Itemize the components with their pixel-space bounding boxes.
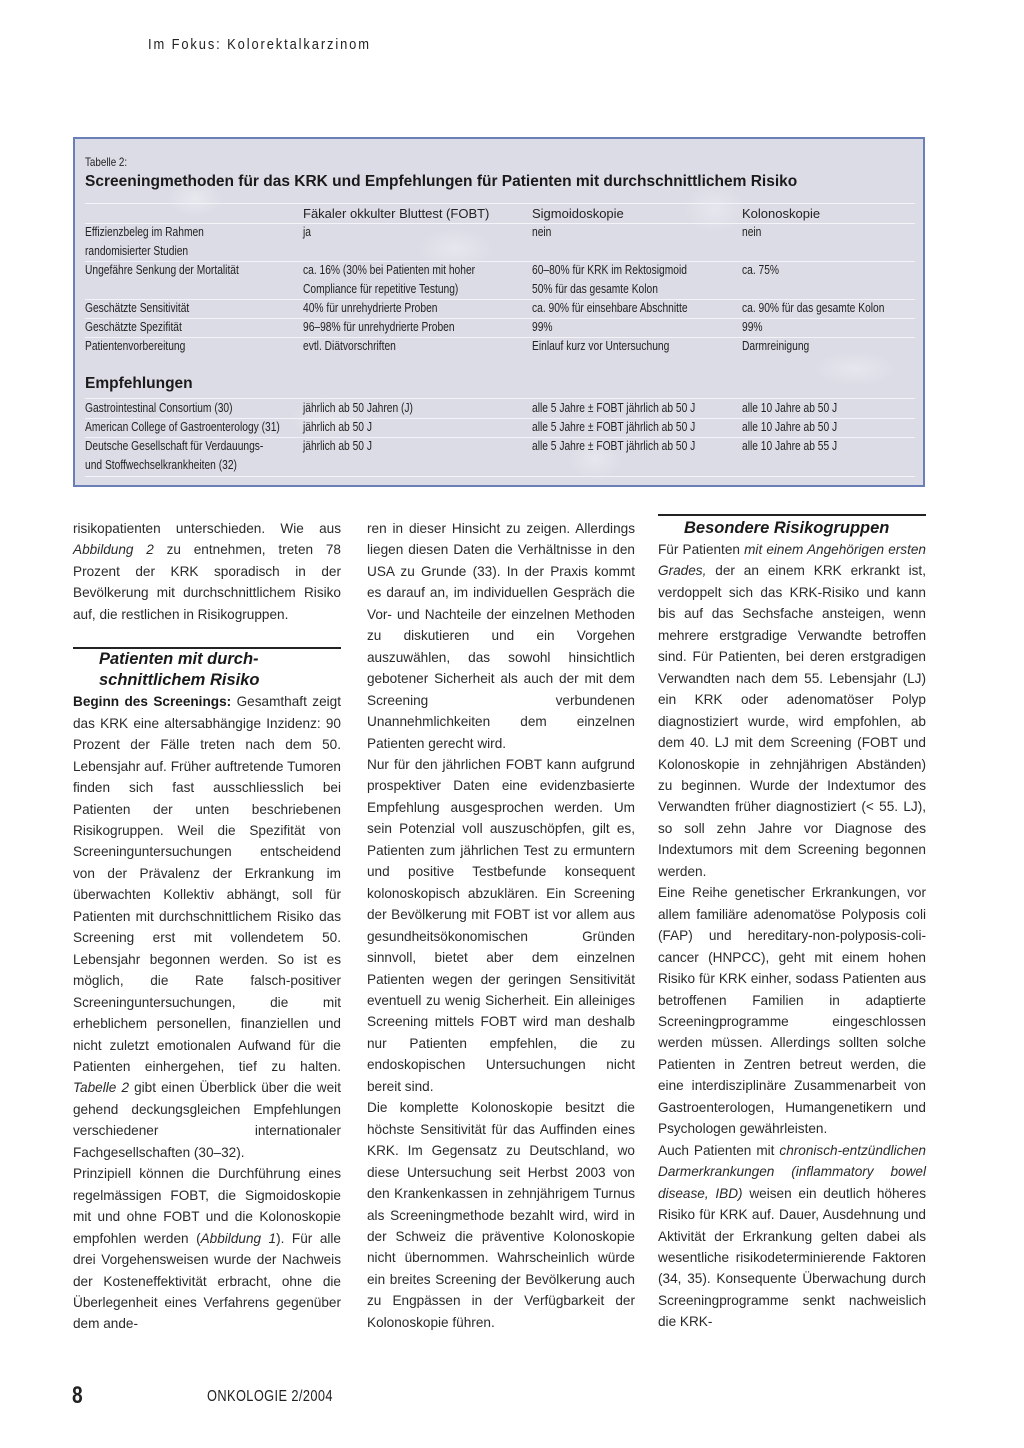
- paragraph: Eine Reihe genetischer Erkrankungen, vor allem familiäre adenomatöse Polyposis coli (FAP) und hereditary-non-polyposis-coli-cancer (HNPCC), geht mit einem hohen Risiko für KRK einher, sodass Patienten aus betroffenen Familien in adaptierte Screeningprogramme eingeschlossen werden müssen. Allerdings sollten solche Patienten in Zentren betreut werden, die eine interdisziplinäre Zusammenarbeit von Gastroenterologen, Humangenetikern und Psychologen gewährleisten.: [658, 885, 926, 1137]
- table-cell: jährlich ab 50 J: [303, 439, 372, 453]
- table-cell: jährlich ab 50 Jahren (J): [303, 401, 413, 415]
- paragraph: Die komplette Kolonoskopie besitzt die höchste Sensitivität für das Auffinden eines KRK. Im Gegensatz zu Deutschland, wo diese Untersuchung seit Herbst 2003 von den Krankenkassen in zehnjährigem Turnus als Screeningmethode bezahlt wird, wird in der Schweiz die präventive Kolonoskopie nicht übernommen. Wahrscheinlich würde ein breites Screening der Bevölkerung auch zu Engpässen in der Verfügbarkeit der Kolonoskopie führen.: [367, 1100, 635, 1330]
- table-cell: Darmreinigung: [742, 339, 810, 353]
- table-cell: ca. 90% für einsehbare Abschnitte: [532, 301, 688, 315]
- screening-table: [73, 137, 925, 487]
- row-label: Effizienzbeleg im Rahmen: [85, 225, 204, 239]
- table-cell: alle 5 Jahre ± FOBT jährlich ab 50 J: [532, 401, 696, 415]
- paragraph: Prinzipiell können die Durchführung eines regelmässigen FOBT, die Sigmoidoskopie mit und ohne FOBT und die Kolonoskopie empfohlen werden (Abbildung 1). Für alle drei Vorgehensweisen wurde der Nachweis der Kosteneffektivität erbracht, ohne die Überlegenheit eines Verfahrens gegenüber dem ande-: [73, 1166, 341, 1332]
- journal-name: ONKOLOGIE 2/2004: [207, 1388, 333, 1405]
- row-label: Gastrointestinal Consortium (30): [85, 401, 233, 415]
- table-cell: ja: [303, 225, 311, 239]
- table-cell: Einlauf kurz vor Untersuchung: [532, 339, 670, 353]
- row-label: Geschätzte Spezifität: [85, 320, 182, 334]
- paragraph: Für Patienten mit einem Angehörigen ersten Grades, der an einem KRK erkrankt ist, verdoppelt sich das KRK-Risiko und kann bis auf das Sechsfache ansteigen, wenn mehrere erstgradige Verwandte betroffen sind. Für Patienten, bei deren erstgradigen Verwandten nach dem 55. Lebensjahr (LJ) ein KRK oder adenomatöser Polyp diagnostiziert wurde, wird empfohlen, ab dem 40. LJ mit dem Screening (FOBT und Kolonoskopie in zehnjährigen Abständen) zu beginnen. Wurde der Indextumor des Verwandten früher diagnostiziert (< 55. LJ), so soll zehn Jahre vor Diagnose des Indextumors mit dem Screening begonnen werden.: [658, 542, 926, 879]
- table-cell: alle 10 Jahre ab 55 J: [742, 439, 838, 453]
- paragraph: risikopatienten unterschieden. Wie aus Abbildung 2 zu entnehmen, treten 78 Prozent der KRK sporadisch in der Bevölkerung mit durchschnittlichem Risiko auf, die restlichen in Risikogruppen.: [73, 521, 341, 622]
- table-cell: alle 10 Jahre ab 50 J: [742, 401, 838, 415]
- section-heading: Besondere Risikogruppen: [684, 519, 890, 537]
- paragraph: Nur für den jährlichen FOBT kann aufgrund prospektiver Daten eine evidenzbasierte Empfehlung ausgesprochen werden. Um sein Potenzial voll auszuschöpfen, gilt es, Patienten zum jährlichen Test zu ermuntern und positive Testbefunde konsequent kolonoskopisch abzuklären. Ein Screening der Bevölkerung mit FOBT ist vor allem aus gesundheitsökonomischen Gründen sinnvoll, bietet aber dem einzelnen Patienten wegen der geringen Sensitivität eventuell zu wenig Sicherheit. Ein alleiniges Screening mittels FOBT wird man deshalb nur Patienten empfehlen, die zu endoskopischen Untersuchungen nicht bereit sind.: [367, 756, 635, 1094]
- column-header-fobt: Fäkaler okkulter Bluttest (FOBT): [303, 206, 490, 221]
- paragraph: Beginn des Screenings: Gesamthaft zeigt das KRK eine altersabhängige Inzidenz: 90 Prozent der Fälle treten nach dem 50. Lebensjahr auf. Früher auftretende Tumoren finden sich fast ausschliesslich bei Patienten der unten beschriebenen Risikogruppen. Weil die Spezifität von Screeninguntersuchungen entscheidend von der Prävalenz der Erkrankung im überwachten Kollektiv abhängt, soll für Patienten mit durchschnittlichem Risiko das Screening erst mit vollendetem 50. Lebensjahr begonnen werden. So ist es möglich, die Rate falsch-positiver Screeninguntersuchungen, die mit erheblichem personellen, finanziellen und nicht zuletzt emotionalen Aufwand für die Patienten einhergehen, tief zu halten. Tabelle 2 gibt einen Überblick über die weit gehend deckungsgleichen Empfehlungen verschiedener internationaler Fachgesellschaften (30–32).: [73, 694, 341, 1160]
- text-column-2: [367, 518, 635, 1333]
- table-cell: nein: [532, 225, 552, 239]
- table-cell: 50% für das gesamte Kolon: [532, 282, 658, 296]
- paragraph: Auch Patienten mit chronisch-entzündlichen Darmerkrankungen (inflammatory bowel disease, IBD) weisen ein deutlich höheres Risiko für KRK auf. Dauer, Ausdehnung und Aktivität der Erkrankung gelten dabei als wesentliche risikodeterminierende Faktoren (34, 35). Konsequente Überwachung durch Screeningprogramme senkt nachweislich die KRK-: [658, 1142, 926, 1330]
- table-cell: ca. 90% für das gesamte Kolon: [742, 301, 885, 315]
- paragraph: ren in dieser Hinsicht zu zeigen. Allerdings liegen diesen Daten die Verhältnisse in den USA zu Grunde (33). In der Praxis kommt es darauf an, im individuellen Gespräch die Vor- und Nachteile der einzelnen Methoden zu diskutieren und ein Vorgehen auszuwählen, das sowohl hinsichtlich gebotener Sicherheit als auch der mit dem Screening verbundenen Unannehmlichkeiten dem einzelnen Patienten gerecht wird.: [367, 521, 635, 751]
- column-header-kolonoskopie: Kolonoskopie: [742, 206, 821, 221]
- divider: [85, 476, 915, 477]
- table-title: Screeningmethoden für das KRK und Empfehlungen für Patienten mit durchschnittlichem Risiko: [85, 173, 798, 190]
- divider: [85, 318, 915, 319]
- text-column-3: [658, 514, 926, 1333]
- column-header-sigmoidoskopie: Sigmoidoskopie: [532, 206, 624, 221]
- table-cell: ca. 75%: [742, 263, 780, 277]
- row-label: Deutsche Gesellschaft für Verdauungs-: [85, 439, 264, 453]
- table-cell: ca. 16% (30% bei Patienten mit hoher: [303, 263, 476, 277]
- table-cell: 99%: [742, 320, 763, 334]
- table-cell: Compliance für repetitive Testung): [303, 282, 459, 296]
- text-column-1: [73, 518, 341, 1335]
- running-head: Im Fokus: Kolorektalkarzinom: [148, 36, 371, 53]
- section-heading: Patienten mit durch-schnittlichem Risiko: [99, 650, 260, 690]
- table-cell: jährlich ab 50 J: [303, 420, 372, 434]
- table-cell: 96–98% für unrehydrierte Proben: [303, 320, 455, 334]
- table-cell: 99%: [532, 320, 553, 334]
- table-label: Tabelle 2:: [85, 155, 128, 169]
- recommendations-title: Empfehlungen: [85, 375, 193, 392]
- table-cell: alle 5 Jahre ± FOBT jährlich ab 50 J: [532, 439, 696, 453]
- row-label: Patientenvorbereitung: [85, 339, 186, 353]
- page-number: 8: [72, 1382, 83, 1409]
- table-cell: evtl. Diätvorschriften: [303, 339, 396, 353]
- table-cell: alle 10 Jahre ab 50 J: [742, 420, 838, 434]
- row-label: Ungefähre Senkung der Mortalität: [85, 263, 239, 277]
- table-cell: 60–80% für KRK im Rektosigmoid: [532, 263, 687, 277]
- row-label: American College of Gastroenterology (31): [85, 420, 280, 434]
- table-cell: nein: [742, 225, 762, 239]
- row-label: randomisierter Studien: [85, 244, 189, 258]
- divider: [85, 223, 915, 224]
- table-cell: 40% für unrehydrierte Proben: [303, 301, 438, 315]
- table-cell: alle 5 Jahre ± FOBT jährlich ab 50 J: [532, 420, 696, 434]
- row-label: und Stoffwechselkrankheiten (32): [85, 458, 237, 472]
- row-label: Geschätzte Sensitivität: [85, 301, 190, 315]
